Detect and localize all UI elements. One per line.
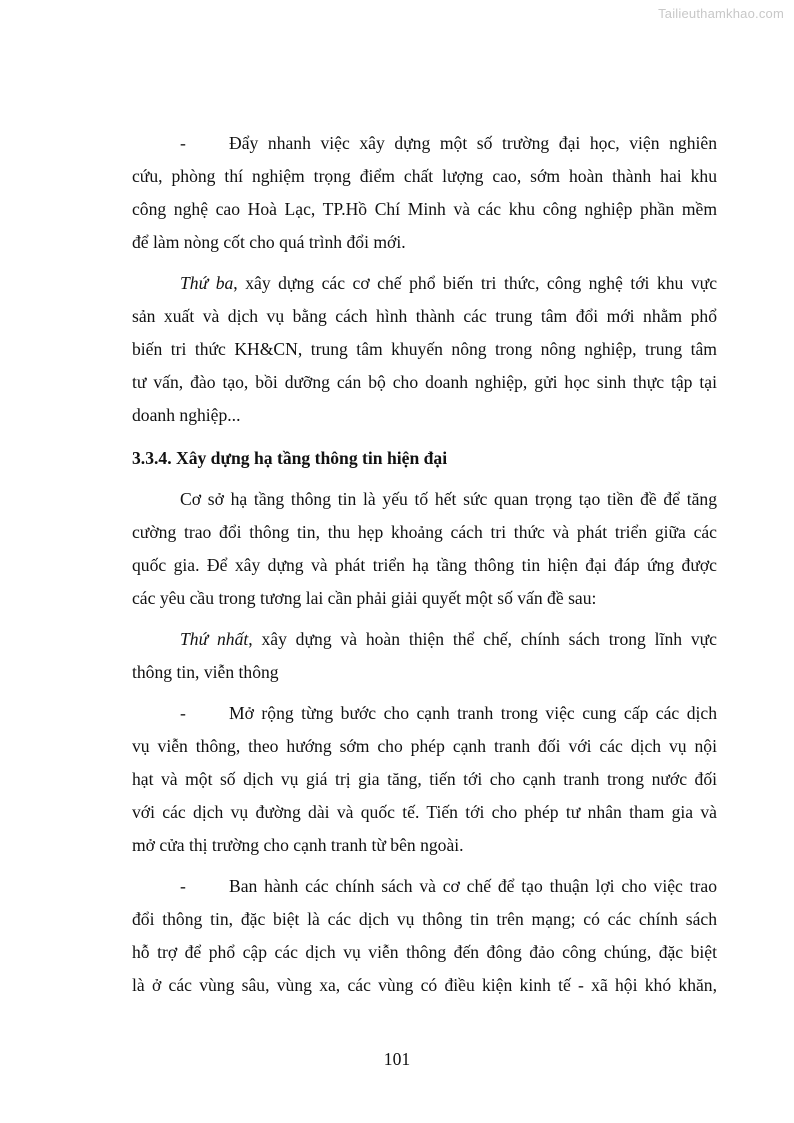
watermark: Tailieuthamkhao.com xyxy=(658,6,784,21)
text-line-content: , xây dựng các cơ chế phổ biến tri thức, công nghệ tới khu vực xyxy=(233,273,718,293)
text-line: công nghệ cao Hoà Lạc, TP.Hồ Chí Minh và các khu công nghiệp phần mềm xyxy=(132,199,717,219)
paragraph-bullet-2 xyxy=(132,697,717,862)
paragraph-thu-nhat xyxy=(132,623,717,689)
italic-lead: Thứ nhất xyxy=(180,629,249,649)
text-line: tư vấn, đào tạo, bồi dưỡng cán bộ cho doanh nghiệp, gửi học sinh thực tập tại xyxy=(132,372,717,392)
text-line: Cơ sở hạ tầng thông tin là yếu tố hết sức quan trọng tạo tiền đề để tăng xyxy=(180,489,717,509)
text-line-content: Mở rộng từng bước cho cạnh tranh trong việc cung cấp các dịch xyxy=(229,703,717,723)
text-line: hạt và một số dịch vụ giá trị gia tăng, tiến tới cho cạnh tranh trong nước đối xyxy=(132,769,717,789)
text-line-content: , xây dựng và hoàn thiện thể chế, chính sách trong lĩnh vực xyxy=(248,629,717,649)
text-line: doanh nghiệp... xyxy=(132,405,241,425)
paragraph-thu-ba xyxy=(132,267,717,432)
text-line-content: Ban hành các chính sách và cơ chế để tạo thuận lợi cho việc trao xyxy=(229,876,717,896)
bullet-dash: - xyxy=(180,133,186,153)
text-line: cường trao đổi thông tin, thu hẹp khoảng cách tri thức và phát triển giữa các xyxy=(132,522,717,542)
text-line: sản xuất và dịch vụ bằng cách hình thành các trung tâm đổi mới nhằm phổ xyxy=(132,306,717,326)
text-line: cứu, phòng thí nghiệm trọng điểm chất lượng cao, sớm hoàn thành hai khu xyxy=(132,166,717,186)
text-line: biến tri thức KH&CN, trung tâm khuyến nông trong nông nghiệp, trung tâm xyxy=(132,339,717,359)
text-line: đổi thông tin, đặc biệt là các dịch vụ thông tin trên mạng; có các chính sách xyxy=(132,909,717,929)
text-line xyxy=(132,267,717,300)
bullet-dash: - xyxy=(180,703,186,723)
text-line: hỗ trợ để phổ cập các dịch vụ viễn thông đến đông đảo công chúng, đặc biệt xyxy=(132,942,717,962)
paragraph-bullet-3 xyxy=(132,870,717,1002)
document-page xyxy=(132,127,717,1010)
text-line: với các dịch vụ đường dài và quốc tế. Tiến tới cho phép tư nhân tham gia và xyxy=(132,802,717,822)
text-line: vụ viễn thông, theo hướng sớm cho phép cạnh tranh đối với các dịch vụ nội xyxy=(132,736,717,756)
section-heading: 3.3.4. Xây dựng hạ tầng thông tin hiện đại xyxy=(132,448,448,468)
text-line xyxy=(132,697,717,730)
text-line xyxy=(132,623,717,656)
italic-lead: Thứ ba xyxy=(180,273,234,293)
bullet-dash: - xyxy=(180,876,186,896)
text-line xyxy=(132,870,717,903)
paragraph-intro xyxy=(132,483,717,615)
paragraph-bullet-1 xyxy=(132,127,717,259)
text-line: các yêu cầu trong tương lai cần phải giải quyết một số vấn đề sau: xyxy=(132,588,597,608)
text-line xyxy=(132,127,717,160)
text-line-content: Đẩy nhanh việc xây dựng một số trường đại học, viện nghiên xyxy=(229,133,717,153)
text-line: quốc gia. Để xây dựng và phát triển hạ tầng thông tin hiện đại đáp ứng được xyxy=(132,555,717,575)
text-line: thông tin, viễn thông xyxy=(132,662,279,682)
text-line: để làm nòng cốt cho quá trình đổi mới. xyxy=(132,232,406,252)
text-line: là ở các vùng sâu, vùng xa, các vùng có điều kiện kinh tế - xã hội khó khăn, xyxy=(132,975,717,995)
text-line: mở cửa thị trường cho cạnh tranh từ bên ngoài. xyxy=(132,835,464,855)
page-number: 101 xyxy=(383,1049,411,1069)
